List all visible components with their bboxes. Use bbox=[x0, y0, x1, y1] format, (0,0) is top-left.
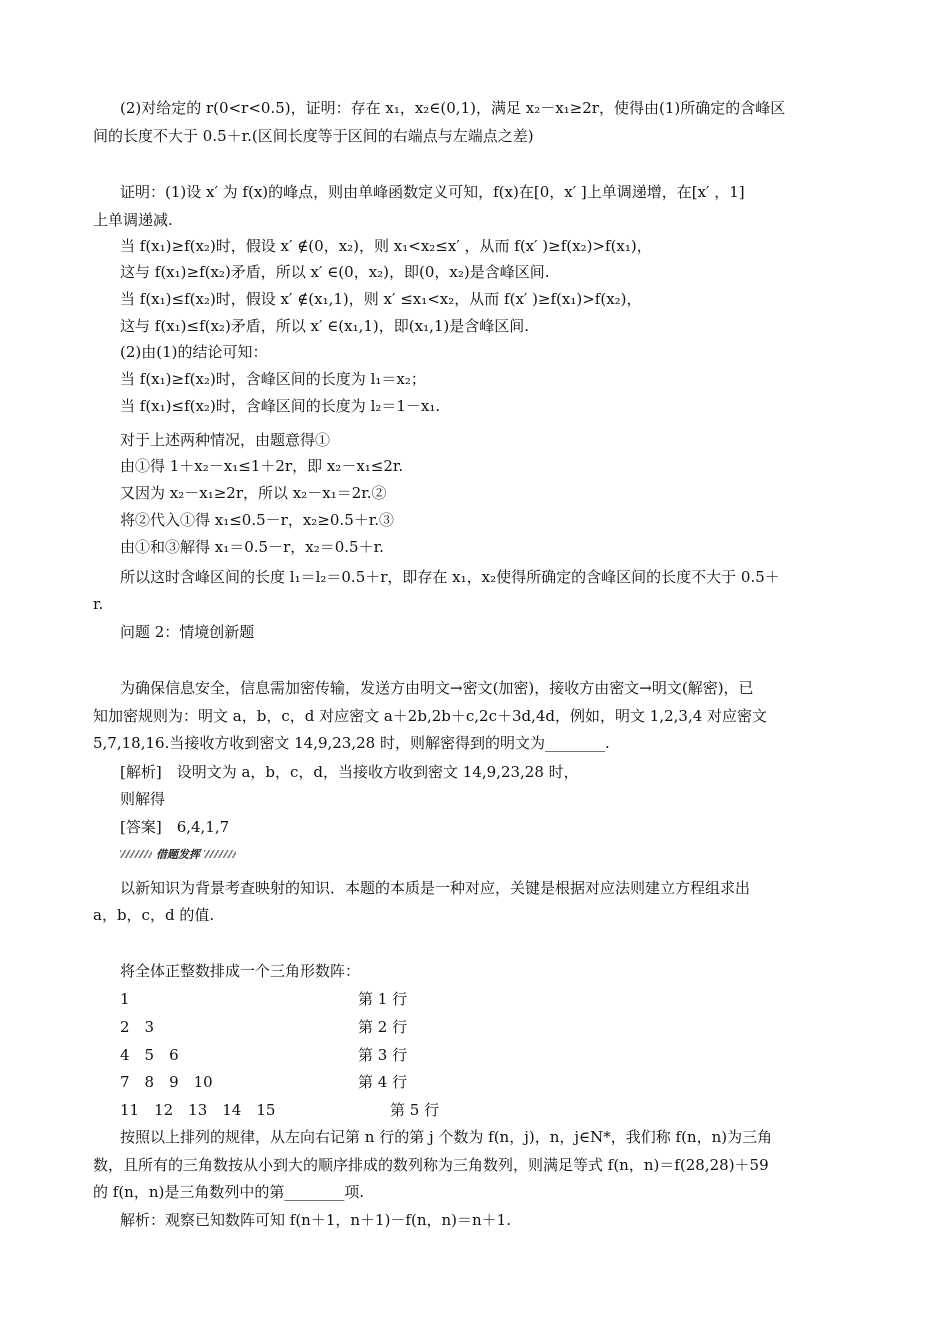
triangle-row-label: 第 5 行 bbox=[390, 1101, 440, 1119]
stripe-decoration-icon bbox=[120, 850, 152, 858]
triangle-solution-line: 解析：观察已知数阵可知 f(n＋1，n＋1)－f(n，n)＝n＋1. bbox=[120, 1211, 511, 1229]
triangle-intro: 将全体正整数排成一个三角形数阵： bbox=[120, 962, 361, 980]
analysis-line: [解析] 设明文为 a，b，c，d，当接收方收到密文 14,9,23,28 时， bbox=[120, 763, 579, 781]
triangle-question-line: 的 f(n，n)是三角数列中的第________项. bbox=[93, 1183, 365, 1201]
answer-line: [答案] 6,4,1,7 bbox=[120, 818, 230, 836]
proof-line: 当 f(x₁)≥f(x₂)时，含峰区间的长度为 l₁＝x₂； bbox=[120, 370, 426, 388]
analysis-line: 则解得 bbox=[120, 790, 166, 808]
proof-line: 这与 f(x₁)≥f(x₂)矛盾，所以 x′ ∈(0，x₂)，即(0，x₂)是含峰区间. bbox=[120, 263, 550, 281]
proof-line: r. bbox=[93, 595, 104, 613]
proof-line: 证明：(1)设 x′ 为 f(x)的峰点，则由单峰函数定义可知，f(x)在[0，x′ ]上单调递增，在[x′ ，1] bbox=[120, 183, 745, 201]
triangle-question-line: 按照以上排列的规律，从左向右记第 n 行的第 j 个数为 f(n，j)，n，j∈N*，我们称 f(n，n)为三角 bbox=[120, 1128, 773, 1146]
insight-line: 以新知识为背景考查映射的知识．本题的本质是一种对应，关键是根据对应法则建立方程组求出 bbox=[120, 879, 751, 897]
triangle-row-label: 第 3 行 bbox=[358, 1046, 408, 1064]
proof-line: 由①和③解得 x₁＝0.5－r，x₂＝0.5＋r. bbox=[120, 538, 384, 556]
question-line: 为确保信息安全，信息需加密传输，发送方由明文→密文(加密)，接收方由密文→明文(解密)，已 bbox=[120, 679, 754, 697]
proof-line: 这与 f(x₁)≤f(x₂)矛盾，所以 x′ ∈(x₁,1)，即(x₁,1)是含峰区间. bbox=[120, 317, 530, 335]
question-line: 知加密规则为：明文 a，b，c，d 对应密文 a＋2b,2b＋c,2c＋3d,4d，例如，明文 1,2,3,4 对应密文 bbox=[93, 707, 768, 725]
section-tag-label: 借题发挥 bbox=[156, 848, 200, 861]
proof-line: (2)由(1)的结论可知： bbox=[120, 343, 268, 361]
problem-part2-line2: 间的长度不大于 0.5＋r.(区间长度等于区间的右端点与左端点之差) bbox=[93, 127, 534, 145]
triangle-row-label: 第 2 行 bbox=[358, 1018, 408, 1036]
proof-line: 所以这时含峰区间的长度 l₁＝l₂＝0.5＋r，即存在 x₁，x₂使得所确定的含峰区间的长度不大于 0.5＋ bbox=[120, 568, 780, 586]
proof-line: 将②代入①得 x₁≤0.5－r，x₂≥0.5＋r.③ bbox=[120, 511, 395, 529]
triangle-row-numbers: 11 12 13 14 15 bbox=[120, 1101, 276, 1119]
proof-line: 由①得 1＋x₂－x₁≤1＋2r，即 x₂－x₁≤2r. bbox=[120, 457, 404, 475]
question-line: 5,7,18,16.当接收方收到密文 14,9,23,28 时，则解密得到的明文为________. bbox=[93, 734, 610, 752]
stripe-decoration-icon bbox=[204, 850, 236, 858]
proof-line: 对于上述两种情况，由题意得① bbox=[120, 431, 331, 449]
triangle-row-label: 第 1 行 bbox=[358, 990, 408, 1008]
triangle-row-numbers: 2 3 bbox=[120, 1018, 155, 1036]
insight-line: a，b，c，d 的值. bbox=[93, 906, 215, 924]
proof-line: 上单调递减. bbox=[93, 211, 173, 229]
section-tag bbox=[120, 847, 265, 861]
problem-part2-line1: (2)对给定的 r(0<r<0.5)，证明：存在 x₁，x₂∈(0,1)，满足 x₂－x₁≥2r，使得由(1)所确定的含峰区 bbox=[120, 99, 786, 117]
proof-line: 当 f(x₁)≥f(x₂)时，假设 x′ ∉(0，x₂)，则 x₁<x₂≤x′ ，从而 f(x′ )≥f(x₂)>f(x₁)， bbox=[120, 237, 652, 255]
section-heading: 问题 2：情境创新题 bbox=[120, 623, 255, 641]
triangle-row-numbers: 7 8 9 10 bbox=[120, 1073, 213, 1091]
triangle-row-label: 第 4 行 bbox=[358, 1073, 408, 1091]
proof-line: 又因为 x₂－x₁≥2r，所以 x₂－x₁＝2r.② bbox=[120, 484, 387, 502]
triangle-question-line: 数，且所有的三角数按从小到大的顺序排成的数列称为三角数列，则满足等式 f(n，n)＝f(28,28)＋59 bbox=[93, 1156, 769, 1174]
triangle-row-numbers: 1 bbox=[120, 990, 130, 1008]
proof-line: 当 f(x₁)≤f(x₂)时，假设 x′ ∉(x₁,1)，则 x′ ≤x₁<x₂，从而 f(x′ )≥f(x₁)>f(x₂)， bbox=[120, 290, 642, 308]
triangle-row-numbers: 4 5 6 bbox=[120, 1046, 179, 1064]
proof-line: 当 f(x₁)≤f(x₂)时，含峰区间的长度为 l₂＝1－x₁. bbox=[120, 397, 441, 415]
